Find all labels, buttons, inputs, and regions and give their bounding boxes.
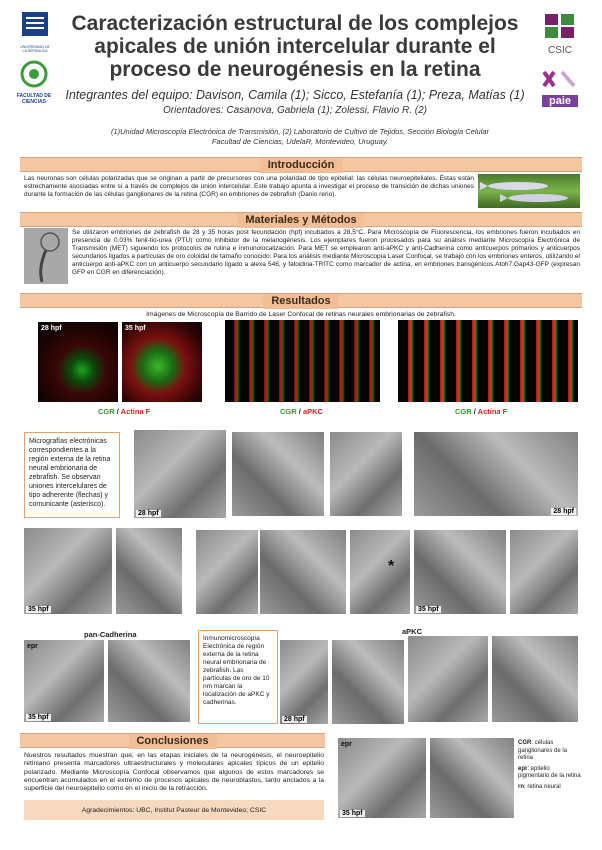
legend-rn-key: rn xyxy=(518,783,524,790)
title-line-2: apicales de unión intercelular durante el xyxy=(94,35,496,58)
confocal-28hpf-label: 28 hpf xyxy=(41,325,62,332)
immuno-cadherin-a-label: 35 hpf xyxy=(28,714,49,721)
conclusion-em-a-label: 35 hpf xyxy=(342,810,363,817)
confocal-28hpf xyxy=(38,322,118,402)
results-subtitle: Imágenes de Microscopía de Barrido de Laser Confocal de retinas neurales embrionarias de zebrafish. xyxy=(146,311,456,318)
legend-epr-value: : epitelio pigmentario de la retina xyxy=(518,765,581,779)
legend-rn-value: : retina neural xyxy=(524,783,561,790)
results-header-bar xyxy=(20,293,582,308)
paie-logo xyxy=(538,68,582,106)
gap-junction-asterisk: * xyxy=(388,558,395,575)
immuno-apkc-b xyxy=(332,640,404,724)
caption1-actina: Actina F xyxy=(120,407,151,416)
faculty-logo xyxy=(14,60,54,110)
affiliation-line-1: (1)Unidad Microscopía Electrónica de Transmisión, (2) Laboratorio de Cultivo de Tejidos, Sección Biología Celular xyxy=(110,127,490,136)
conclusion-em-a-epr: epr xyxy=(341,741,352,748)
legend-cgr-key: CGR xyxy=(518,740,532,746)
em-35hpf-g xyxy=(510,530,578,614)
em-35hpf-f xyxy=(414,530,506,614)
em-28hpf-d xyxy=(414,432,578,516)
caption-confocal-2 xyxy=(280,407,323,416)
confocal-35hpf-label: 35 hpf xyxy=(125,325,146,332)
legend-epr-key: epr xyxy=(518,765,528,772)
conclusion-em-a xyxy=(338,738,426,818)
caption-confocal-1 xyxy=(98,407,150,416)
authors: Integrantes del equipo: Davison, Camila (1); Sicco, Estefanía (1); Preza, Matías (1) xyxy=(65,88,525,102)
caption3-cgr: CGR xyxy=(455,407,472,416)
caption1-cgr: CGR xyxy=(98,407,115,416)
em-description-box: Micrografías electrónicas correspondientes a la región externa de la retina neural embrionaria de zebrafish. Se observan uniones intercelulares de tipo adherente (flechas) y comunicante (asterisco). xyxy=(24,432,120,518)
acknowledgements-text: Agradecimientos: UBC, Institut Pasteur de Montevideo; CSIC xyxy=(81,806,267,814)
immuno-description-box: Inmunomicroscopía Electrónica de región externa de la retina neural embrionaria de zebrafish. Las partículas de oro de 10 nm marcan la localización de aPKC y cadherinas. xyxy=(198,630,278,724)
em-35hpf-c xyxy=(196,530,258,614)
immuno-cadherin-a-epr: epr xyxy=(27,643,38,650)
conclusions-heading: Conclusiones xyxy=(128,734,216,749)
results-heading: Resultados xyxy=(263,294,338,309)
confocal-actin-strips xyxy=(398,320,578,402)
em-28hpf-a-label: 28 hpf xyxy=(138,510,159,517)
title-line-1: Caracterización estructural de los complejos xyxy=(71,12,519,35)
methods-header-bar xyxy=(20,212,582,227)
confocal-35hpf xyxy=(122,322,202,402)
em-35hpf-f-label: 35 hpf xyxy=(418,606,439,613)
immuno-apkc-a-label: 28 hpf xyxy=(284,716,305,723)
title-line-3: proceso de neurogénesis en la retina xyxy=(109,58,481,81)
abbreviation-legend xyxy=(518,740,582,791)
em-28hpf-a xyxy=(134,430,226,518)
caption1-separator: / xyxy=(114,407,121,416)
methods-heading: Materiales y Métodos xyxy=(237,213,364,228)
intro-header-bar xyxy=(20,157,582,172)
em-28hpf-d-label: 28 hpf xyxy=(553,508,574,515)
intro-text: Las neuronas son células polarizadas que se originan a partir de precursores con una polaridad de tipo epitelial: las células neuroepiteliales. Éstas están estrechamente asociadas entre sí a través de complejos de unión intercelular. Este trabajo apunta a investigar el proceso de transición de dichas uniones durante la formación de las células ganglionares de la retina (CGR) en embriones de zebrafish (Danio rerio). xyxy=(24,175,474,198)
caption2-apkc: aPKC xyxy=(302,407,323,416)
immuno-cadherin-a xyxy=(24,640,104,722)
paie-logo-text: paie xyxy=(542,95,578,107)
embryo-photo xyxy=(24,228,68,284)
methods-text: Se utilizaron embriones de zebrafish de 28 y 35 horas post fecundación (hpf) incubados a 28,5°C. Para Microscopía de Fluorescencia, los embriones fueron incubados en presencia de 0.03% fenil-tio-urea (PTU) como inhibidor de la melanogénesis. Los ejemplares fueron procesados para su análisis mediante Microscopía Electrónica de Transmisión (MET) siguiendo los protocolos de rutina e inmunolocalización. Para MET se emplearon anti-aPKC y anti-Cadherina como anticuerpos primarios y anticuerpos secundarios ligados a partículas de oro coloidal de tamaño conocido. Para los análisis mediante Microscopía Laser Confocal, se trabajó con los embriones enteros, utilizando el anticuerpo anti-aPKC con un anticuerpo secundario ligado a alexa 546, y faloidina-TRITC como marcador de actina, en embriones transgénicos Atoh7:Gap43-GFP (expresan GFP en CGR en diferenciación). xyxy=(72,229,580,276)
confocal-apkc-strips xyxy=(225,320,380,402)
csic-logo xyxy=(540,12,580,60)
em-28hpf-c xyxy=(330,432,402,516)
legend-cgr-value: : células ganglionares de la retina xyxy=(518,740,568,761)
acknowledgements-box xyxy=(24,800,324,820)
em-28hpf-b xyxy=(232,432,324,516)
em-35hpf-e xyxy=(350,530,410,614)
em-35hpf-d xyxy=(260,530,346,614)
caption3-separator: / xyxy=(471,407,478,416)
legend-rn xyxy=(518,784,582,792)
faculty-logo-text: FACULTAD DE CIENCIAS xyxy=(16,93,52,105)
university-logo-text: UNIVERSIDAD DE LA REPÚBLICA xyxy=(20,45,50,53)
em-35hpf-b xyxy=(116,528,182,614)
intro-heading: Introducción xyxy=(260,158,343,173)
immuno-cadherin-b xyxy=(108,640,190,722)
immuno-apkc-c xyxy=(408,636,488,722)
em-35hpf-a xyxy=(24,528,112,614)
pan-cadherina-label: pan-Cadherina xyxy=(84,630,137,639)
apkc-label: aPKC xyxy=(402,627,423,636)
caption3-actina: Actina F xyxy=(477,407,508,416)
em-35hpf-a-label: 35 hpf xyxy=(28,606,49,613)
conclusions-text: Nuestros resultados muestran que, en las etapas iniciales de la neurogénesis, el neuroepitelio retiniano presenta marcadores ultraestructurales y moleculares apicales típicos de un epitelio polarizado. Mediante Microscopía Confocal observamos que algunos de estos marcadores se encuentran acumulados en el extremo de procesos apicales de neuroblastos, tanto anclados a la superficie del neuroepitelio como en el inicio de la retracción. xyxy=(24,752,324,793)
caption-confocal-3 xyxy=(455,407,507,416)
university-logo xyxy=(18,10,52,56)
conclusion-em-b xyxy=(430,738,514,818)
zebrafish-photo xyxy=(478,174,580,208)
immuno-apkc-d xyxy=(492,636,578,722)
legend-epr xyxy=(518,766,582,781)
immuno-apkc-a xyxy=(280,640,328,724)
conclusions-header-bar xyxy=(20,733,325,748)
orientadores: Orientadores: Casanova, Gabriela (1); Zolessi, Flavio R. (2) xyxy=(163,105,427,116)
poster-title xyxy=(60,12,530,81)
affiliation-line-2: Facultad de Ciencias, UdelaR, Montevideo, Uruguay. xyxy=(211,137,389,146)
legend-cgr xyxy=(518,740,582,763)
caption2-separator: / xyxy=(296,407,303,416)
affiliation xyxy=(40,127,560,147)
csic-logo-text: CSIC xyxy=(548,45,572,56)
caption2-cgr: CGR xyxy=(280,407,297,416)
